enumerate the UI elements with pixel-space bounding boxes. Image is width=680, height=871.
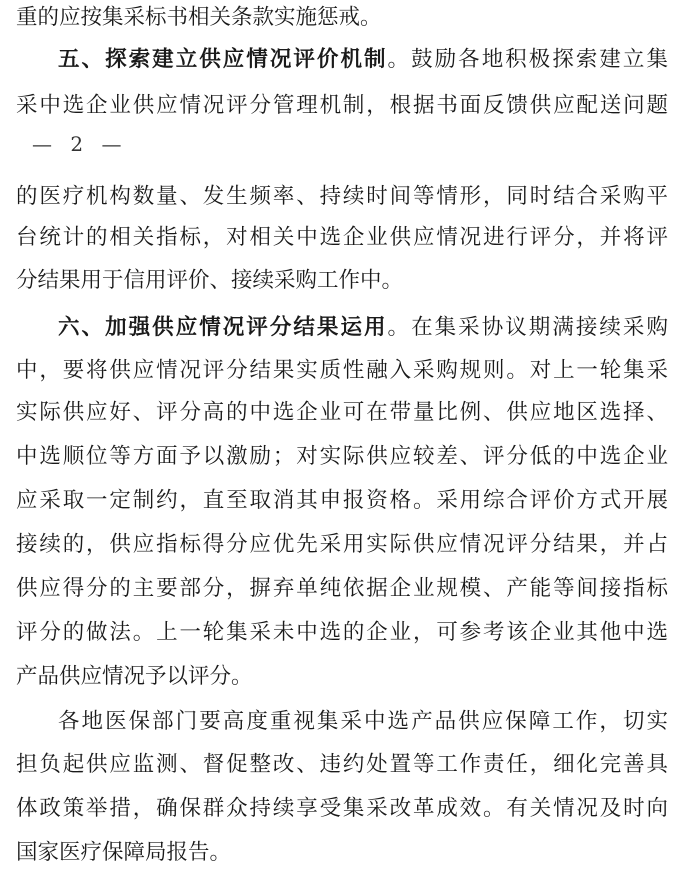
paragraph-line: 接续的，供应指标得分应优先采用实际供应情况评分结果，并占: [16, 532, 668, 557]
paragraph-line: 国家医疗保障局报告。: [16, 840, 232, 865]
paragraph-line: 供应得分的主要部分，摒弃单纯依据企业规模、产能等间接指标: [16, 576, 668, 601]
paragraph-line: 体政策举措，确保群众持续享受集采改革成效。有关情况及时向: [16, 796, 668, 821]
section-5-heading: 五、探索建立供应情况评价机制: [58, 47, 388, 72]
section-5-text: 。鼓励各地积极探索建立集: [387, 47, 668, 72]
paragraph-line: 采中选企业供应情况评分管理机制，根据书面反馈供应配送问题: [16, 93, 668, 118]
section-6-heading: 六、加强供应情况评分结果运用: [58, 315, 388, 340]
paragraph-line: 中选顺位等方面予以激励；对实际供应较差、评分低的中选企业: [16, 444, 668, 469]
paragraph-line: 台统计的相关指标，对相关中选企业供应情况进行评分，并将评: [16, 225, 668, 250]
paragraph-line: 实际供应好、评分高的中选企业可在带量比例、供应地区选择、: [16, 400, 668, 425]
paragraph-line: 的医疗机构数量、发生频率、持续时间等情形，同时结合采购平: [16, 184, 668, 209]
section-6-first-line: [58, 314, 668, 342]
page-number: — 2 —: [32, 132, 128, 156]
paragraph-line: 分结果用于信用评价、接续采购工作中。: [16, 268, 404, 293]
paragraph-line: 重的应按集采标书相关条款实施惩戒。: [16, 5, 382, 30]
paragraph-line: 担负起供应监测、督促整改、违约处置等工作责任，细化完善具: [16, 752, 668, 777]
section-5-first-line: [58, 46, 668, 74]
section-6-text: 。在集采协议期满接续采购: [387, 315, 668, 340]
paragraph-line: 产品供应情况予以评分。: [16, 664, 253, 689]
paragraph-line: 中，要将供应情况评分结果实质性融入采购规则。对上一轮集采: [16, 358, 668, 383]
paragraph-line: 各地医保部门要高度重视集采中选产品供应保障工作，切实: [58, 709, 668, 734]
paragraph-line: 评分的做法。上一轮集采未中选的企业，可参考该企业其他中选: [16, 620, 668, 645]
paragraph-line: 应采取一定制约，直至取消其申报资格。采用综合评价方式开展: [16, 488, 668, 513]
